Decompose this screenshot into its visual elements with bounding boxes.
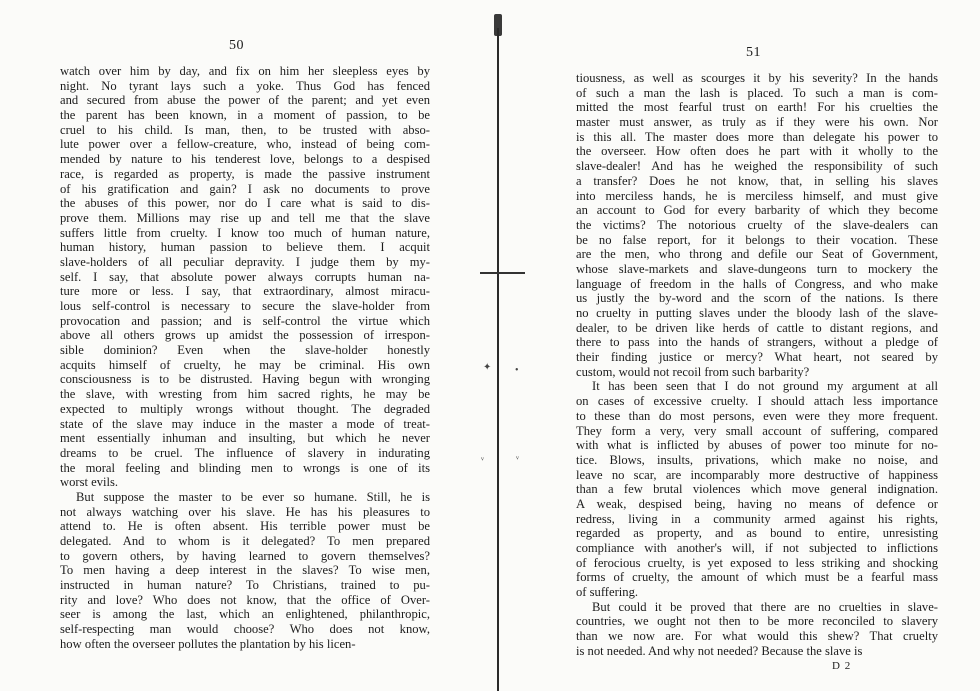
text-line: To men having a deep interest in the slaves? To wise men, xyxy=(60,563,430,578)
text-line: with what is inflicted by abuses of power too minute for no- xyxy=(576,438,938,453)
gutter-speck: ᵛ xyxy=(481,455,484,466)
gutter-speck: ✦ xyxy=(483,362,492,373)
text-line: than we now are. For what would this shew? That cruelty xyxy=(576,629,938,644)
text-line: prove them. Millions may rise up and tell me that the slave xyxy=(60,210,430,225)
text-line: the parent has been known, in a moment of passion, to be xyxy=(60,108,430,123)
text-line: and secured from abuse the power of the parent; and yet even xyxy=(60,93,430,108)
text-line: regarded as property, and as bound to entire, unresisting xyxy=(576,526,938,541)
right-page xyxy=(502,0,980,691)
gutter-speck: • xyxy=(515,365,519,376)
text-line: self. I say, that absolute power always corrupts human na- xyxy=(60,269,430,284)
text-line: lute power over a fellow-creature, who, instead of being com- xyxy=(60,137,430,152)
text-line: dealer, to be driven like herds of cattle to distant regions, and xyxy=(576,320,938,335)
text-line: be no false report, for it belongs to their vocation. These xyxy=(576,232,938,247)
signature-mark: D 2 xyxy=(832,660,852,672)
text-line: state of the slave may induce in the master a mode of treat- xyxy=(60,416,430,431)
text-line: consciousness is to be distrusted. Having begun with wronging xyxy=(60,372,430,387)
text-line: forms of cruelty, the amount of which must be a fearful mass xyxy=(576,570,938,585)
text-line: a transfer? Does he not know, that, in selling his slaves xyxy=(576,173,938,188)
text-line: expected to multiply wrongs without thought. The degraded xyxy=(60,401,430,416)
text-line: the moral feeling and blinding men to wrongs is one of its xyxy=(60,460,430,475)
text-line: race, is regarded as property, is made the passive instrument xyxy=(60,166,430,181)
text-line: ture more or less. I say, that extraordinary, almost miracu- xyxy=(60,284,430,299)
text-line: A weak, despised being, having no means of defence or xyxy=(576,496,938,511)
text-line: their finding justice or mercy? What heart, not seared by xyxy=(576,350,938,365)
text-line: there to pass into the hands of strangers, without a pledge of xyxy=(576,335,938,350)
right-page-text xyxy=(576,71,938,659)
text-line: are the men, who throng and defile our Seat of Government, xyxy=(576,247,938,262)
text-line: worst evils. xyxy=(60,475,119,490)
text-line: into merciless hands, he is merciless himself, and must give xyxy=(576,188,938,203)
text-line: master must answer, as truly as if they were his own. Nor xyxy=(576,115,938,130)
text-line: whose slave-markets and slave-dungeons turn to mockery the xyxy=(576,261,938,276)
text-line: not always watching over his slave. He has his pleasures to xyxy=(60,504,430,519)
text-line: suffers little from cruelty. I know too much of human nature, xyxy=(60,225,430,240)
text-line: the abuses of this power, nor do I care what is said to dis- xyxy=(60,196,430,211)
text-line: countries, we ought not then to be more reconciled to slavery xyxy=(576,614,938,629)
text-line: instructed in human nature? To Christians, trained to pu- xyxy=(60,578,430,593)
text-line: But could it be proved that there are no cruelties in slave- xyxy=(592,599,938,614)
text-line: lous self-control is necessary to secure the slave-holder from xyxy=(60,299,430,313)
text-line: attend to. He is often absent. His terrible power must be xyxy=(60,519,430,534)
text-line: slave-dealer! And has he weighed the responsibility of such xyxy=(576,159,938,174)
text-line: rity and love? Who does not know, that the office of Over- xyxy=(60,592,430,607)
text-line: how often the overseer pollutes the plantation by his licen- xyxy=(60,636,356,651)
text-line: than a few brutal violences which move general indignation. xyxy=(576,482,938,497)
text-line: seer is among the last, which an enlightened, philanthropic, xyxy=(60,607,430,622)
text-line: It has been seen that I do not ground my argument at all xyxy=(592,379,938,394)
text-line: custom, would not recoil from such barbarity? xyxy=(576,364,810,379)
text-line: mended by nature to his tenderest love, belongs to a despised xyxy=(60,152,430,167)
text-line: cruel to his child. Is man, then, to be trusted with abso- xyxy=(60,122,430,137)
text-line: tice. Blows, insults, privations, which make no noise, and xyxy=(576,452,938,467)
text-line: is not needed. And why not needed? Because the slave is xyxy=(576,643,863,658)
text-line: leave no scar, are incomparably more destructive of happiness xyxy=(576,467,938,482)
text-line: delegated. And to whom is it delegated? To men prepared xyxy=(60,534,430,548)
text-line: the overseer. How often does he part with it wholly to the xyxy=(576,144,938,159)
text-line: on cases of excessive cruelty. I should attach less importance xyxy=(576,394,938,409)
text-line: of ferocious cruelty, is yet exposed to less striking and shocking xyxy=(576,555,938,570)
text-line: watch over him by day, and fix on him her sleepless eyes by xyxy=(60,64,430,78)
text-line: They form a very, very small account of suffering, compared xyxy=(576,423,938,438)
text-line: is this all. The master does more than delegate his power to xyxy=(576,129,938,144)
text-line: to govern others, by having learned to govern themselves? xyxy=(60,548,430,563)
text-line: tiousness, as well as scourges it by his severity? In the hands xyxy=(576,71,938,85)
left-page-text xyxy=(60,64,430,652)
text-line: us justly the by-word and the scorn of the nations. Is there xyxy=(576,291,938,306)
text-line: slave-holders of all peculiar depravity. I judge them by my- xyxy=(60,254,430,269)
text-line: an account to God for every barbarity of which they become xyxy=(576,203,938,218)
text-line: sible dominion? Even when the slave-holder honestly xyxy=(60,343,430,358)
text-line: no cruelty in putting slaves under the bloody lash of the slave- xyxy=(576,306,938,320)
text-line: of his gratification and gain? I ask no documents to prove xyxy=(60,181,430,196)
text-line: redress, living in a community armed against his rights, xyxy=(576,511,938,526)
text-line: ment essentially inhuman and insulting, but which he never xyxy=(60,431,430,446)
text-line: self-respecting man would choose? Who does not know, xyxy=(60,622,430,637)
text-line: provocation and passion; and is self-control the virtue which xyxy=(60,313,430,328)
text-line: of such a man the lash is placed. To such a man is com- xyxy=(576,85,938,100)
gutter-speck: ᵛ xyxy=(516,454,519,465)
text-line: the slave, with wresting from him sacred rights, he may be xyxy=(60,387,430,402)
book-spine xyxy=(497,28,499,691)
text-line: above all others grows up amidst the possession of irrespon- xyxy=(60,328,430,343)
text-line: to these than do most persons, even were they more frequent. xyxy=(576,408,938,423)
text-line: But suppose the master to be ever so humane. Still, he is xyxy=(76,489,430,504)
page-number-right: 51 xyxy=(746,45,761,60)
text-line: human history, human passion to believe them. I acquit xyxy=(60,240,430,255)
text-line: of suffering. xyxy=(576,585,639,600)
page-number-left: 50 xyxy=(229,38,244,53)
text-line: mitted the most fearful trust on earth! For his cruelties the xyxy=(576,100,938,115)
text-line: night. No tyrant lays such a yoke. Thus God has fenced xyxy=(60,78,430,93)
text-line: acquits himself of cruelty, he may be criminal. His own xyxy=(60,357,430,372)
text-line: dreams to be cruel. The influence of slavery in indurating xyxy=(60,445,430,460)
text-line: compliance with another's will, if not subjected to inflictions xyxy=(576,541,938,555)
text-line: the victims? The notorious cruelty of the slave-dealers can xyxy=(576,217,938,232)
text-line: language of freedom in the halls of Congress, and who make xyxy=(576,276,938,291)
